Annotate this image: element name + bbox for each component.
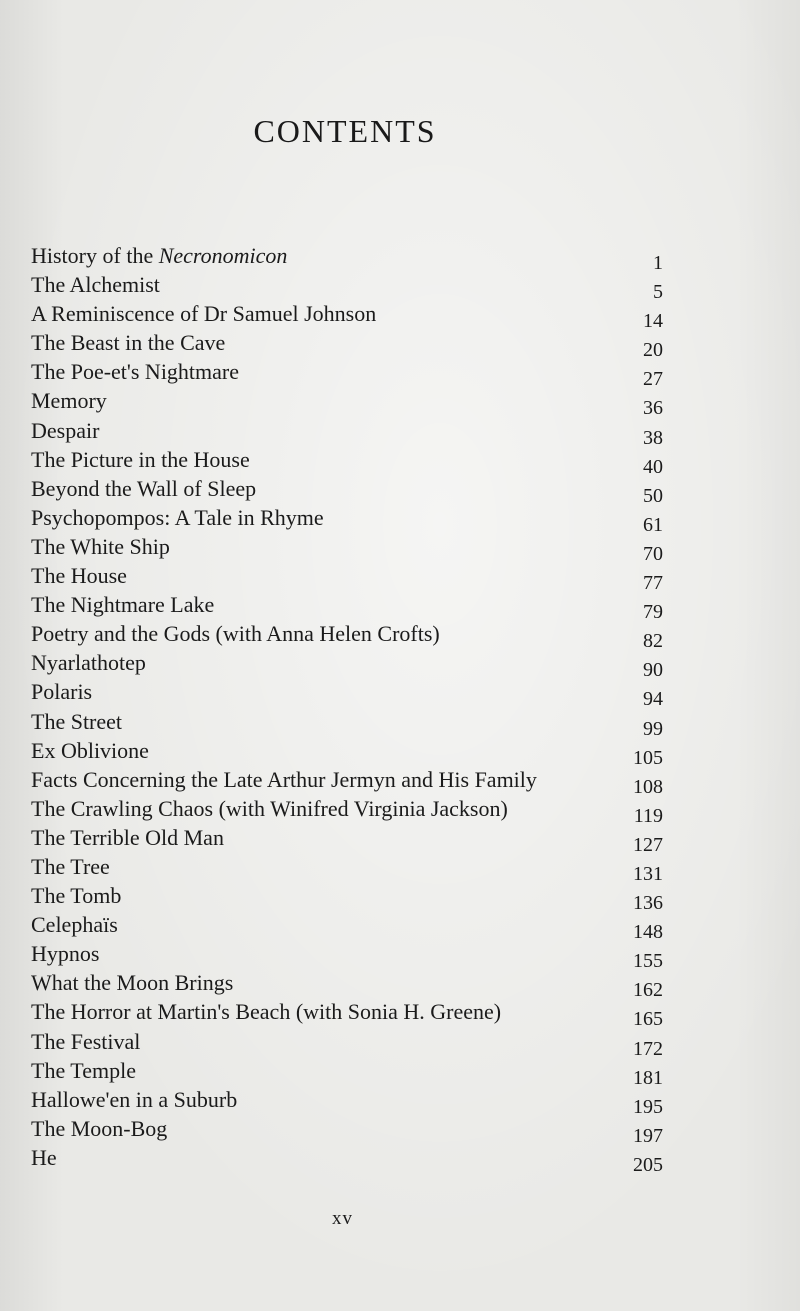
- toc-entry-title-text: The Moon-Bog: [31, 1115, 168, 1141]
- toc-entry: [31, 677, 663, 711]
- toc-entry: [31, 939, 663, 973]
- toc-entry: [31, 648, 663, 682]
- toc-entry: [31, 852, 663, 885]
- toc-entry-title: [31, 939, 99, 968]
- toc-entry-page-number: 20: [643, 339, 663, 362]
- toc-entry-page-number: 148: [633, 921, 663, 944]
- toc-entry-title-text: The Terrible Old Man: [31, 824, 224, 850]
- toc-entry-title: [31, 648, 146, 677]
- toc-entry-page-number: 165: [633, 1008, 663, 1031]
- toc-entry-title: [31, 416, 99, 445]
- toc-entry-page-number: 27: [643, 368, 663, 391]
- toc-entry-title: [31, 707, 122, 736]
- toc-entry-page-number: 172: [633, 1037, 663, 1060]
- toc-entry-title-text: The Horror at Martin's Beach (with Sonia H. Greene): [31, 999, 502, 1025]
- toc-entry-page-number: 195: [633, 1095, 663, 1118]
- toc-entry: [31, 328, 663, 362]
- toc-entry-page-number: 155: [633, 950, 663, 973]
- toc-entry-page-number: 136: [633, 892, 663, 915]
- toc-entry-title: [31, 852, 110, 881]
- toc-entry-page-number: 99: [643, 717, 663, 740]
- toc-entry-title-text: A Reminiscence of Dr Samuel Johnson: [31, 301, 377, 327]
- toc-entry-title: [31, 328, 225, 357]
- toc-entry-page-number: 108: [633, 775, 663, 798]
- toc-entry: [31, 968, 663, 1002]
- toc-entry-page-number: 127: [633, 833, 663, 856]
- toc-entry: [31, 997, 663, 1031]
- toc-entry-title-text: Beyond the Wall of Sleep: [31, 475, 257, 501]
- toc-entry-title-text: What the Moon Brings: [31, 970, 234, 996]
- toc-entry-title: [31, 881, 121, 910]
- contents-heading: CONTENTS: [253, 113, 437, 149]
- toc-entry: [31, 794, 663, 827]
- toc-entry-page-number: 61: [643, 513, 663, 536]
- toc-entry: [31, 910, 663, 944]
- toc-entry-page-number: 105: [633, 746, 663, 769]
- toc-entry-title-text: Psychopompos: A Tale in Rhyme: [31, 504, 324, 530]
- toc-entry-title-text: The Poe-et's Nightmare: [31, 359, 240, 385]
- toc-entry-title-text: Hypnos: [31, 941, 100, 967]
- toc-entry-title: [31, 561, 127, 590]
- toc-entry-title-text: The Alchemist: [31, 272, 160, 298]
- toc-entry-title-text: Hallowe'en in a Suburb: [31, 1086, 238, 1112]
- toc-entry: [31, 299, 663, 333]
- toc-entry-title-text: The House: [31, 563, 127, 589]
- toc-entry-page-number: 36: [643, 397, 663, 420]
- toc-entry: [31, 1027, 663, 1060]
- toc-entry-title: [31, 619, 440, 648]
- toc-entry-title-text: The Beast in the Cave: [31, 330, 226, 356]
- toc-entry-page-number: 14: [643, 310, 663, 333]
- toc-entry-title-text: The Nightmare Lake: [31, 592, 215, 618]
- toc-entry-page-number: 79: [643, 601, 663, 624]
- toc-entry-title: [31, 765, 537, 794]
- toc-entry-title-text: The Crawling Chaos (with Winifred Virginia Jackson): [31, 795, 508, 821]
- toc-entry-title: [31, 445, 250, 474]
- toc-entry-page-number: 131: [633, 862, 663, 885]
- toc-entry-page-number: 197: [633, 1124, 663, 1147]
- toc-entry: [31, 590, 663, 624]
- toc-entry: [31, 503, 663, 536]
- toc-entry-page-number: 70: [643, 542, 663, 565]
- toc-entry: [31, 270, 663, 304]
- toc-entry-title-text: Nyarlathotep: [31, 650, 146, 676]
- toc-entry: [31, 416, 663, 449]
- toc-entry: [31, 823, 663, 856]
- toc-entry: [31, 241, 663, 274]
- toc-entry-title: [31, 241, 287, 270]
- page-folio: xv: [332, 1208, 353, 1229]
- toc-entry-page-number: 205: [633, 1153, 663, 1176]
- toc-entry-title: [31, 270, 160, 299]
- toc-entry-page-number: 38: [643, 426, 663, 449]
- toc-entry-title: [31, 503, 324, 532]
- toc-entry-title-text: Facts Concerning the Late Arthur Jermyn and His Family: [31, 766, 537, 792]
- toc-entry-title-text: Poetry and the Gods (with Anna Helen Crofts): [31, 621, 440, 647]
- toc-entry-title-text: The White Ship: [31, 533, 170, 559]
- toc-entry-page-number: 119: [633, 804, 663, 827]
- toc-entry-page-number: 162: [633, 979, 663, 1002]
- toc-entry-title-text: The Street: [31, 708, 123, 734]
- toc-entry-title-text: He: [31, 1144, 57, 1170]
- toc-entry-page-number: 5: [653, 281, 663, 304]
- toc-entry-page-number: 1: [653, 252, 663, 274]
- toc-entry: [31, 736, 663, 769]
- toc-entry-title-text: Ex Oblivione: [31, 737, 149, 763]
- toc-entry-title: [31, 997, 501, 1026]
- toc-entry-title: [31, 590, 214, 619]
- toc-entry: [31, 1114, 663, 1147]
- toc-entry-page-number: 77: [643, 572, 663, 595]
- toc-entry: [31, 1143, 663, 1176]
- toc-entry-title: [31, 299, 376, 328]
- toc-entry-title: [31, 823, 224, 852]
- toc-entry-title: [31, 1056, 136, 1085]
- toc-entry-title-text: Celephaïs: [31, 912, 118, 938]
- toc-entry-page-number: 94: [643, 688, 663, 711]
- toc-entry-title: [31, 1114, 167, 1143]
- toc-entry-title: [31, 386, 107, 415]
- toc-entry: [31, 1056, 663, 1089]
- toc-entry: [31, 765, 663, 798]
- toc-entry: [31, 707, 663, 740]
- toc-entry-title: [31, 1027, 140, 1056]
- toc-entry: [31, 357, 663, 391]
- toc-entry-title: [31, 1143, 57, 1172]
- toc-entry-page-number: 82: [643, 630, 663, 653]
- toc-entry: [31, 1085, 663, 1118]
- toc-entry-title: [31, 1085, 237, 1114]
- toc-entry: [31, 619, 663, 653]
- toc-entry-title-text: The Tomb: [31, 883, 122, 909]
- toc-entry-title: [31, 357, 239, 386]
- toc-entry-title-text: Despair: [31, 417, 100, 443]
- toc-entry-page-number: 90: [643, 659, 663, 682]
- toc-entry-title-text: The Temple: [31, 1057, 136, 1083]
- toc-entry-title-text: The Picture in the House: [31, 446, 250, 472]
- toc-entry-title-text: Polaris: [31, 679, 93, 705]
- toc-entry-title: [31, 910, 118, 939]
- toc-entry-title-text: The Tree: [31, 853, 110, 879]
- toc-entry: [31, 561, 663, 595]
- toc-entry: [31, 881, 663, 915]
- toc-entry-page-number: 40: [643, 455, 663, 478]
- table-of-contents: [31, 241, 663, 1176]
- toc-entry: [31, 532, 663, 565]
- toc-entry-title: [31, 474, 256, 503]
- toc-entry-title: [31, 532, 170, 561]
- toc-entry-title-text: History of the: [31, 243, 159, 268]
- toc-entry-title-italic: Necronomicon: [158, 243, 288, 268]
- toc-entry-page-number: 181: [633, 1066, 663, 1089]
- toc-entry-title-text: Memory: [31, 388, 107, 414]
- toc-entry-page-number: 50: [643, 484, 663, 507]
- toc-entry-title: [31, 677, 92, 706]
- toc-entry-title: [31, 794, 508, 823]
- toc-entry-title: [31, 736, 149, 765]
- toc-entry: [31, 445, 663, 478]
- toc-entry: [31, 386, 663, 420]
- toc-entry: [31, 474, 663, 507]
- toc-entry-title: [31, 968, 233, 997]
- toc-entry-title-text: The Festival: [31, 1028, 141, 1054]
